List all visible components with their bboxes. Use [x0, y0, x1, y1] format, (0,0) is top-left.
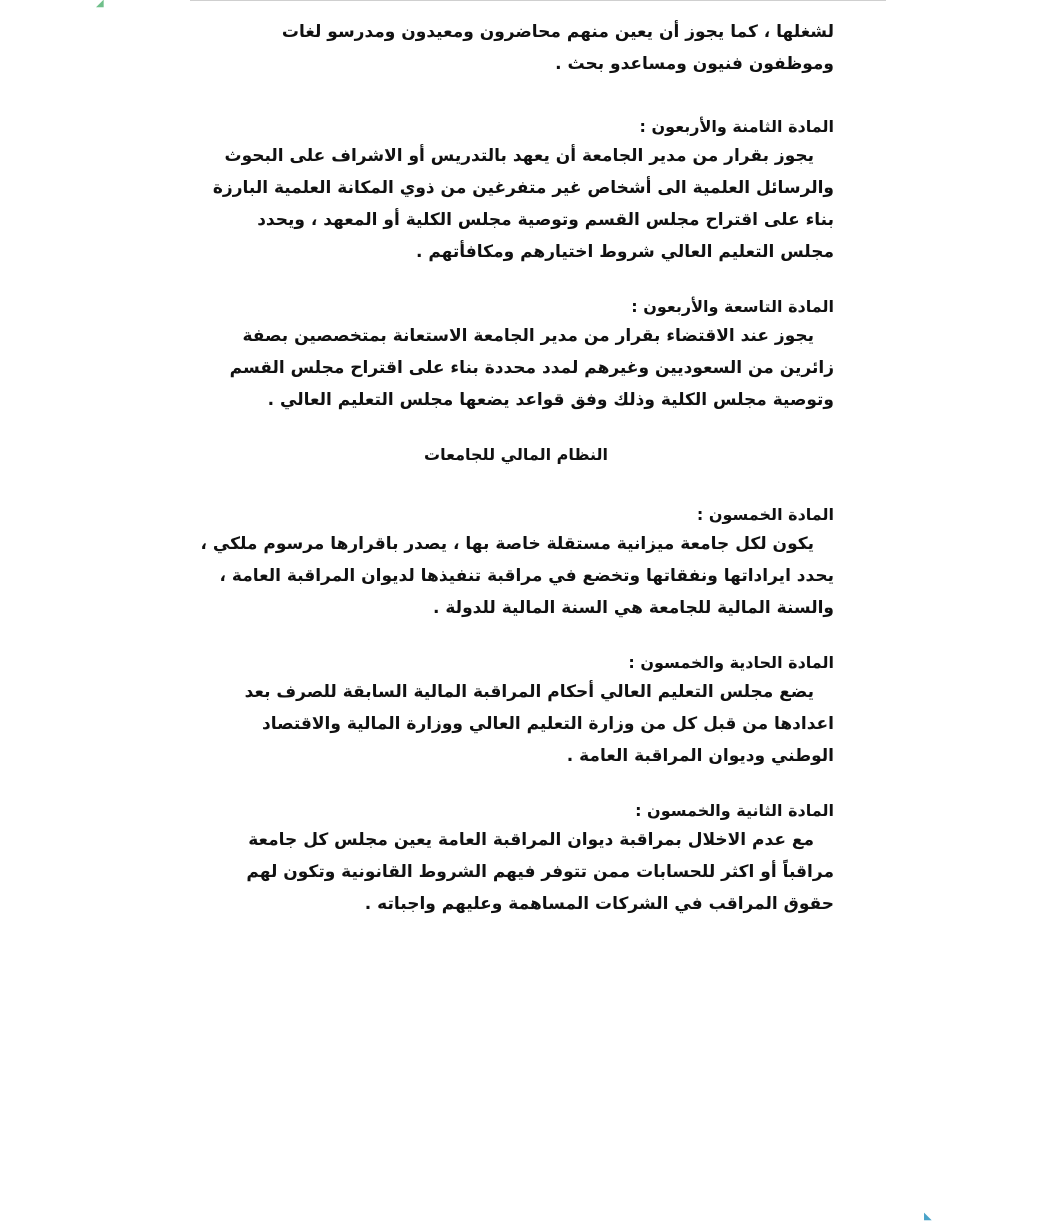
- continuation-paragraph: لشغلها ، كما يجوز أن يعين منهم محاضرون ومعيدون ومدرسو لغات وموظفون فنيون ومساعدو بحث .: [281, 22, 834, 74]
- scan-top-edge: [190, 0, 886, 1]
- scan-mark-top-left: ◢: [96, 0, 104, 9]
- section-title: النظام المالي للجامعات: [423, 445, 608, 464]
- article-52-heading: المادة الثانية والخمسون :: [635, 801, 834, 820]
- article-50-heading: المادة الخمسون :: [696, 505, 834, 524]
- article-51-heading: المادة الحادية والخمسون :: [628, 653, 834, 672]
- article-52-body: مع عدم الاخلال بمراقبة ديوان المراقبة العامة يعين مجلس كل جامعة مراقباً أو اكثر للحسابات ممن تتوفر فيهم الشروط القانونية وتكون لهم حقوق المراقب في الشركات المساهمة وعليهم واجباته .: [246, 830, 834, 914]
- article-49-body: يجوز عند الاقتضاء بقرار من مدير الجامعة الاستعانة بمتخصصين بصفة زائرين من السعوديين وغيرهم لمدد محددة بناء على اقتراح مجلس القسم وتوصية مجلس الكلية وذلك وفق قواعد يضعها مجلس التعليم العالي .: [229, 326, 834, 410]
- scan-mark-bottom-right: ◣: [924, 1211, 932, 1222]
- document-body: [198, 16, 834, 920]
- article-50-body: يكون لكل جامعة ميزانية مستقلة خاصة بها ، يصدر باقرارها مرسوم ملكي ، يحدد ايراداتها ونفقاتها وتخضع في مراقبة تنفيذها لديوان المراقبة العامة ، والسنة المالية للجامعة هي السنة المالية للدولة .: [200, 534, 834, 618]
- article-49-heading: المادة التاسعة والأربعون :: [631, 297, 834, 316]
- article-48-heading: المادة الثامنة والأربعون :: [639, 117, 834, 136]
- article-48-body: يجوز بقرار من مدير الجامعة أن يعهد بالتدريس أو الاشراف على البحوث والرسائل العلمية الى أشخاص غير متفرغين من ذوي المكانة العلمية البارزة بناء على اقتراح مجلس القسم وتوصية مجلس الكلية أو المعهد ، ويحدد مجلس التعليم العالي شروط اختيارهم ومكافأتهم .: [212, 146, 834, 262]
- article-51-body: يضع مجلس التعليم العالي أحكام المراقبة المالية السابقة للصرف بعد اعدادها من قبل كل من وزارة التعليم العالي ووزارة المالية والاقتصاد الوطني وديوان المراقبة العامة .: [244, 682, 834, 766]
